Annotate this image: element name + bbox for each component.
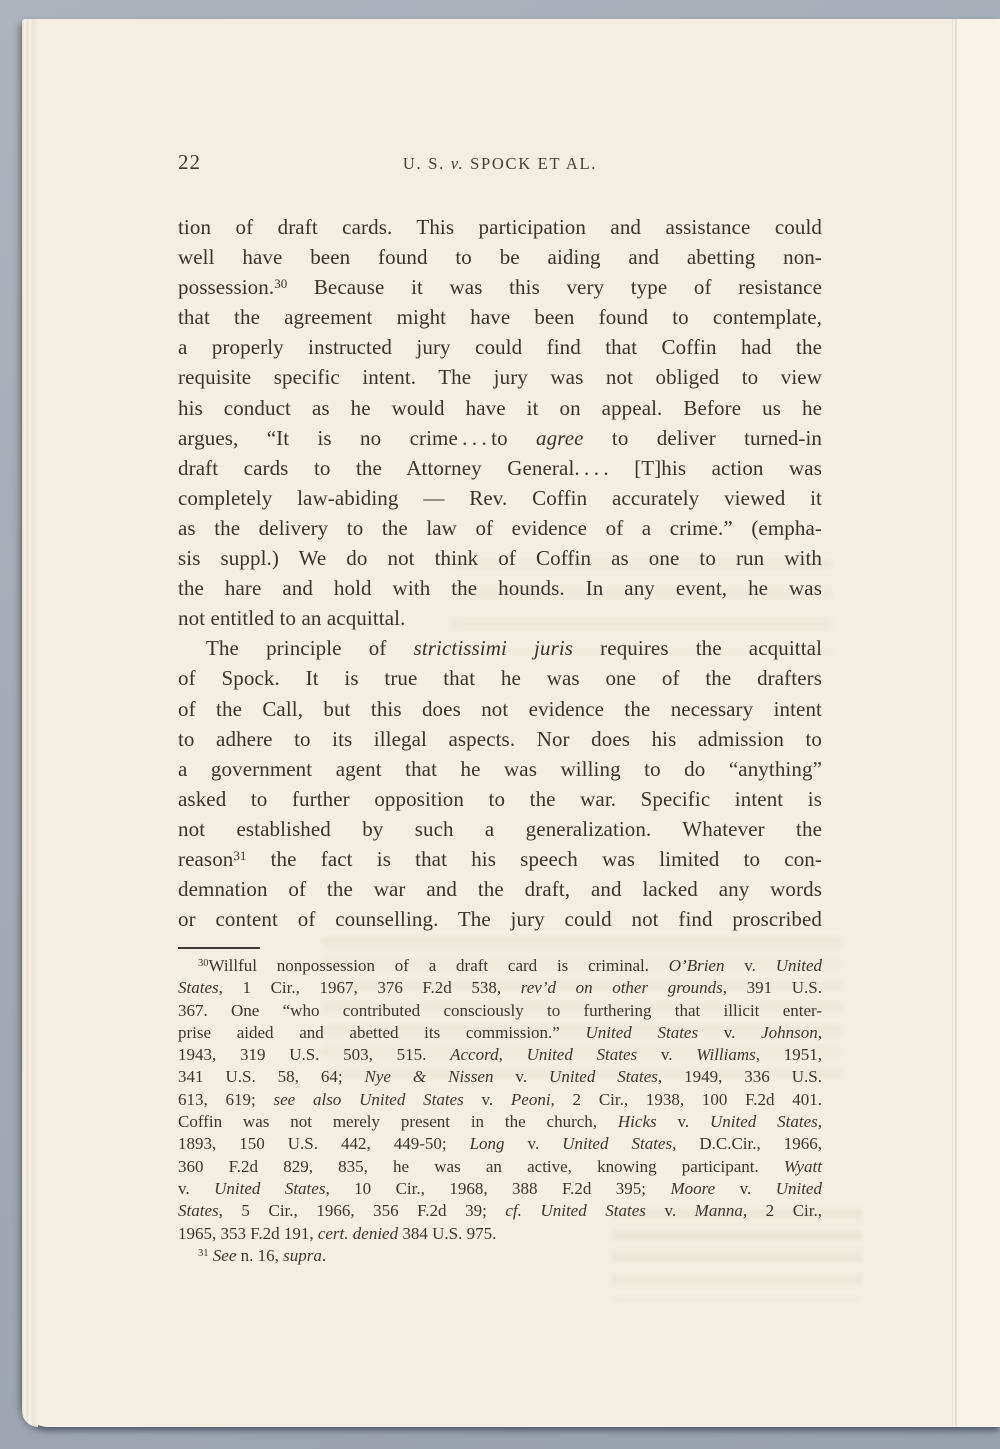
text-run: 367. One “who contributed consciously to furthering that illicit enter- <box>178 1000 822 1020</box>
text-run: , 391 U.S. <box>722 978 822 998</box>
italic-text-run: United States <box>562 1134 673 1154</box>
text-line <box>178 1022 822 1044</box>
text-run: v. <box>715 1178 776 1198</box>
italic-text-run: States <box>178 978 219 998</box>
text-run: a government agent that he was willing to do “anything” <box>178 756 822 781</box>
italic-text-run: Nye & Nissen <box>364 1067 494 1087</box>
text-run: possession. <box>178 275 275 300</box>
text-run: 360 F.2d 829, 835, he was an active, knowing participant. <box>178 1156 784 1176</box>
text-run: demnation of the war and the draft, and lacked any words <box>178 877 822 902</box>
text-run: U. S. <box>402 154 451 173</box>
text-line <box>178 332 822 362</box>
italic-text-run: United States <box>549 1067 658 1087</box>
text-run: , <box>817 1112 822 1132</box>
text-run: v. <box>637 1045 697 1065</box>
text-run: , 2 Cir., <box>742 1201 822 1221</box>
text-run: or content of counselling. The jury could not find proscribed <box>178 907 822 932</box>
text-line <box>178 423 822 453</box>
text-line <box>178 1245 822 1267</box>
text-run: 384 U.S. 975. <box>398 1223 497 1243</box>
text-run: , <box>498 1045 527 1065</box>
text-line <box>178 212 822 242</box>
text-run: , 1949, 336 U.S. <box>657 1067 822 1087</box>
text-run: Because it was this very type of resistance <box>287 275 822 300</box>
text-line <box>178 302 822 332</box>
text-run: , 2 Cir., 1938, 100 F.2d 401. <box>550 1089 822 1109</box>
text-line <box>178 977 822 999</box>
italic-text-run: United <box>775 956 822 975</box>
opinion-body-text <box>178 212 822 934</box>
footnote-marker: 31 <box>233 848 247 864</box>
text-line <box>178 1066 822 1088</box>
text-run: v. <box>493 1067 550 1087</box>
text-run: , 5 Cir., 1966, 356 F.2d 39; <box>218 1201 506 1221</box>
footnote-marker: 30 <box>274 276 288 292</box>
text-run: Willful nonpossession of a draft card is criminal. <box>208 956 669 975</box>
text-run: 1893, 150 U.S. 442, 449-50; <box>178 1134 470 1154</box>
text-line <box>178 955 822 977</box>
text-run: to adhere to its illegal aspects. Nor does his admission to <box>178 726 822 751</box>
italic-text-run: Peoni <box>510 1089 551 1109</box>
text-line <box>178 1156 822 1178</box>
book-page <box>22 19 1000 1427</box>
italic-text-run: United States <box>214 1178 326 1198</box>
text-run: his conduct as he would have it on appeal. Before us he <box>178 395 822 420</box>
text-run: v. <box>463 1089 511 1109</box>
text-run: 341 U.S. 58, 64; <box>178 1067 365 1087</box>
case-title <box>178 154 822 174</box>
text-run: sis suppl.) We do not think of Coffin as one to run with <box>178 546 822 571</box>
text-run: completely law-abiding — Rev. Coffin accurately viewed it <box>178 485 822 510</box>
text-line <box>178 1111 822 1133</box>
text-run: requires the acquittal <box>573 636 823 661</box>
italic-text-run: Long <box>469 1134 505 1154</box>
text-line <box>178 663 822 693</box>
italic-text-run: Johnson <box>761 1022 818 1042</box>
text-run: , 1951, <box>755 1045 823 1065</box>
text-run: that the agreement might have been found to contemplate, <box>178 305 822 330</box>
text-run: v. <box>724 956 776 975</box>
text-run: a properly instructed jury could find that Coffin had the <box>178 335 822 360</box>
text-line <box>178 573 822 603</box>
text-line <box>178 904 822 934</box>
text-run: to deliver turned-in <box>583 425 823 450</box>
text-run: . <box>321 1245 327 1265</box>
italic-text-run: supra <box>283 1245 322 1265</box>
text-run: v. <box>178 1178 215 1198</box>
italic-text-run: United <box>775 1178 822 1198</box>
text-run: prise aided and abetted its commission.” <box>178 1022 586 1042</box>
text-run: requisite specific intent. The jury was not obliged to view <box>178 365 822 390</box>
footnote-separator-rule <box>178 947 260 949</box>
text-run: draft cards to the Attorney General. . . . [T]his action was <box>178 455 822 480</box>
text-line <box>178 483 822 513</box>
text-line <box>178 844 822 874</box>
italic-text-run: cert. denied <box>317 1223 399 1243</box>
text-line <box>178 362 822 392</box>
text-run: 613, 619; <box>178 1089 274 1109</box>
running-header <box>178 150 822 178</box>
text-run: v. <box>504 1134 563 1154</box>
text-run: v. <box>645 1201 695 1221</box>
footnote-marker: 31 <box>198 1248 209 1260</box>
text-run: argues, “It is no crime . . . to <box>178 425 537 450</box>
italic-text-run: v. <box>450 154 465 173</box>
text-line <box>178 453 822 483</box>
text-run: v. <box>656 1112 710 1132</box>
italic-text-run: See <box>212 1245 237 1265</box>
text-line <box>178 814 822 844</box>
text-run: , <box>817 1022 822 1042</box>
text-line <box>178 1223 822 1245</box>
text-run: 1965, 353 F.2d 191, <box>178 1223 318 1243</box>
text-line <box>178 393 822 423</box>
italic-text-run: United States <box>710 1112 818 1132</box>
italic-text-run: Moore <box>670 1178 716 1198</box>
italic-text-run: Williams <box>696 1045 756 1065</box>
italic-text-run: O’Brien <box>668 956 725 975</box>
italic-text-run: strictissimi juris <box>413 636 574 661</box>
text-run: , D.C.Cir., 1966, <box>672 1134 822 1154</box>
text-run: as the delivery to the law of evidence of a crime.” (empha- <box>178 515 822 540</box>
text-run: , 1 Cir., 1967, 376 F.2d 538, <box>218 978 521 998</box>
italic-text-run: United States <box>585 1022 699 1042</box>
text-line <box>178 242 822 272</box>
footnote-marker: 30 <box>198 958 209 970</box>
text-line <box>178 1133 822 1155</box>
text-line <box>178 513 822 543</box>
text-run: the hare and hold with the hounds. In any event, he was <box>178 576 822 601</box>
text-line <box>178 1178 822 1200</box>
text-run: well have been found to be aiding and abetting non- <box>178 245 822 270</box>
text-line <box>178 1200 822 1222</box>
text-run: not entitled to an acquittal. <box>178 606 406 631</box>
italic-text-run: States <box>178 1201 219 1221</box>
text-line <box>178 754 822 784</box>
italic-text-run: Manna <box>694 1201 743 1221</box>
italic-text-run: Hicks <box>617 1112 657 1132</box>
italic-text-run: cf. United States <box>505 1201 646 1221</box>
text-line <box>178 1000 822 1022</box>
page-edge-stack <box>22 19 38 1427</box>
text-run: The principle of <box>206 636 414 661</box>
text-line <box>178 633 822 663</box>
text-run: SPOCK ET AL. <box>464 154 598 173</box>
italic-text-run: see also United States <box>273 1089 464 1109</box>
text-line <box>178 724 822 754</box>
text-line <box>178 694 822 724</box>
text-run: not established by such a generalization. Whatever the <box>178 816 822 841</box>
text-line <box>178 1044 822 1066</box>
italic-text-run: Wyatt <box>783 1156 822 1176</box>
text-run: the fact is that his speech was limited to con- <box>246 846 822 871</box>
text-run: reason <box>178 846 234 871</box>
text-line <box>178 272 822 302</box>
text-run: asked to further opposition to the war. Specific intent is <box>178 786 822 811</box>
italic-text-run: rev’d on other grounds <box>520 978 723 998</box>
text-line <box>178 784 822 814</box>
text-run: Coffin was not merely present in the church, <box>178 1112 618 1132</box>
text-line <box>178 1089 822 1111</box>
text-run: tion of draft cards. This participation and assistance could <box>178 215 822 239</box>
footnotes-block <box>178 955 822 1267</box>
text-run: of Spock. It is true that he was one of the drafters <box>178 666 822 691</box>
text-run: of the Call, but this does not evidence the necessary intent <box>178 696 822 721</box>
text-run: v. <box>698 1022 762 1042</box>
text-line <box>178 874 822 904</box>
text-line <box>178 543 822 573</box>
italic-text-run: United States <box>526 1045 638 1065</box>
text-run: n. 16, <box>236 1245 284 1265</box>
text-run: , 10 Cir., 1968, 388 F.2d 395; <box>325 1178 671 1198</box>
text-run: 1943, 319 U.S. 503, 515. <box>178 1045 451 1065</box>
page-number: 22 <box>178 150 201 174</box>
italic-text-run: agree <box>536 425 584 450</box>
text-line <box>178 603 822 633</box>
underlying-page-edge <box>956 19 1000 1427</box>
italic-text-run: Accord <box>450 1045 499 1065</box>
